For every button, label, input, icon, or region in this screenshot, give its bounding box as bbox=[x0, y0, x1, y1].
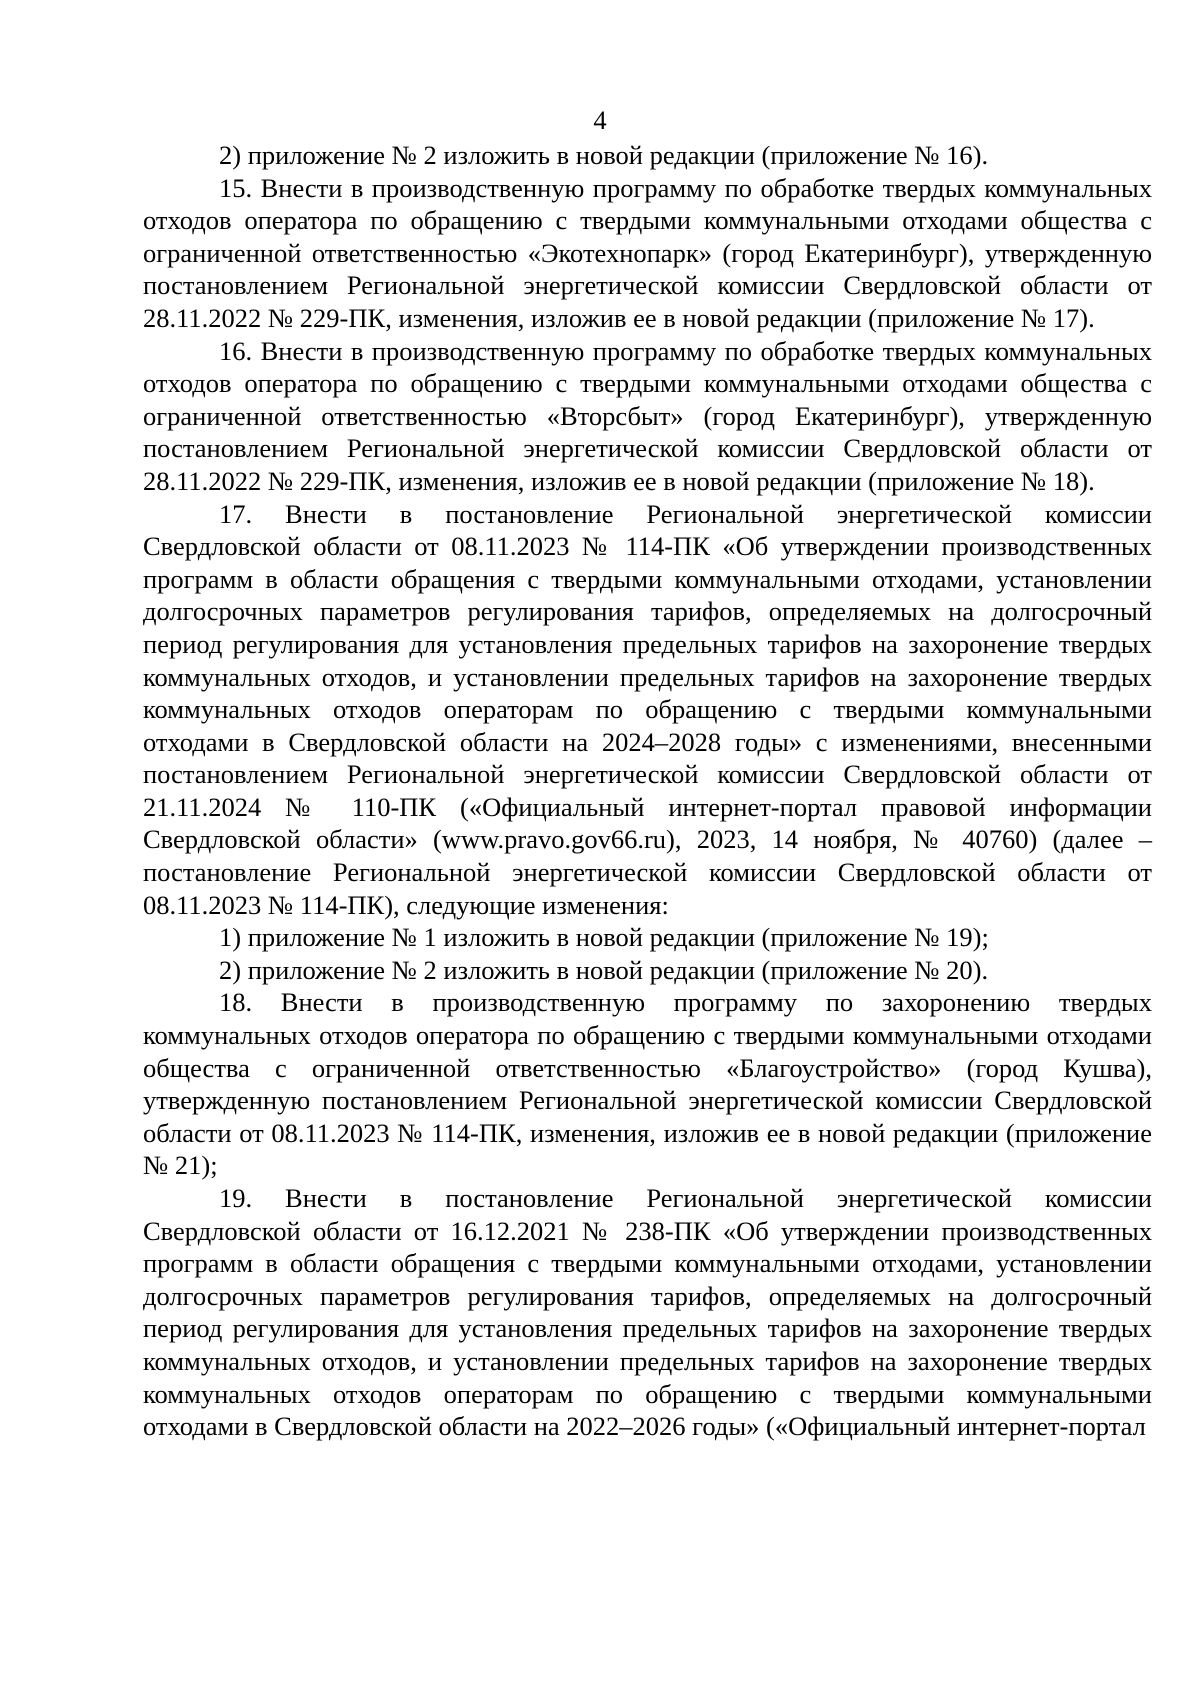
page-number: 4 bbox=[593, 105, 607, 135]
paragraph-18-blagoustroystvo: 18. Внести в производственную программу по захоронению твердых коммунальных отходов оператора по обращению с твердыми коммунальными отходами общества с ограниченной ответственностью «Благоустройство» (город Кушва), утвержденную постановлением Региональной энергетической комиссии Свердловской области от 08.11.2023 № 114-ПК, изменения, изложив ее в новой редакции (приложение № 21); bbox=[143, 987, 1152, 1181]
paragraph-item-2-appendix-16: 2) приложение № 2 изложить в новой редакции (приложение № 16). bbox=[219, 140, 989, 170]
paragraph-15-ekotekhnopark: 15. Внести в производственную программу по обработке твердых коммунальных отходов оператора по обращению с твердыми коммунальными отходами общества с ограниченной ответственностью «Экотехнопарк» (город Екатеринбург), утвержденную постановлением Региональной энергетической комиссии Свердловской области от 28.11.2022 № 229-ПК, изменения, изложив ее в новой редакции (приложение № 17). bbox=[143, 172, 1152, 333]
paragraph-19-resolution-238-pk: 19. Внести в постановление Региональной энергетической комиссии Свердловской области от 16.12.2021 № 238-ПК «Об утверждении производственных программ в области обращения с твердыми коммунальными отходами, установлении долгосрочных параметров регулирования тарифов, определяемых на долгосрочный период регулирования для установления предельных тарифов на захоронение твердых коммунальных отходов, и установлении предельных тарифов на захоронение твердых коммунальных отходов операторам по обращению с твердыми коммунальными отходами в Свердловской области на 2022–2026 годы» («Официальный интернет-портал bbox=[143, 1183, 1152, 1442]
paragraph-item-1-appendix-19: 1) приложение № 1 изложить в новой редакции (приложение № 19); bbox=[219, 922, 989, 953]
paragraph-16-vtorsbyt: 16. Внести в производственную программу по обработке твердых коммунальных отходов оператора по обращению с твердыми коммунальными отходами общества с ограниченной ответственностью «Вторсбыт» (город Екатеринбург), утвержденную постановлением Региональной энергетической комиссии Свердловской области от 28.11.2022 № 229-ПК, изменения, изложив ее в новой редакции (приложение № 18). bbox=[143, 335, 1152, 496]
paragraph-item-2-appendix-20: 2) приложение № 2 изложить в новой редакции (приложение № 20). bbox=[219, 954, 989, 985]
paragraph-17-resolution-114-pk: 17. Внести в постановление Региональной энергетической комиссии Свердловской области от 08.11.2023 № 114-ПК «Об утверждении производственных программ в области обращения с твердыми коммунальными отходами, установлении долгосрочных параметров регулирования тарифов, определяемых на долгосрочный период регулирования для установления предельных тарифов на захоронение твердых коммунальных отходов, и установлении предельных тарифов на захоронение твердых коммунальных отходов операторам по обращению с твердыми коммунальными отходами в Свердловской области на 2024–2028 годы» с изменениями, внесенными постановлением Региональной энергетической комиссии Свердловской области от 21.11.2024 № 110-ПК («Официальный интернет-портал правовой информации Свердловской области» (www.pravo.gov66.ru), 2023, 14 ноября, № 40760) (далее – постановление Региональной энергетической комиссии Свердловской области от 08.11.2023 № 114-ПК), следующие изменения: bbox=[143, 498, 1152, 920]
document-body bbox=[143, 139, 1152, 1443]
